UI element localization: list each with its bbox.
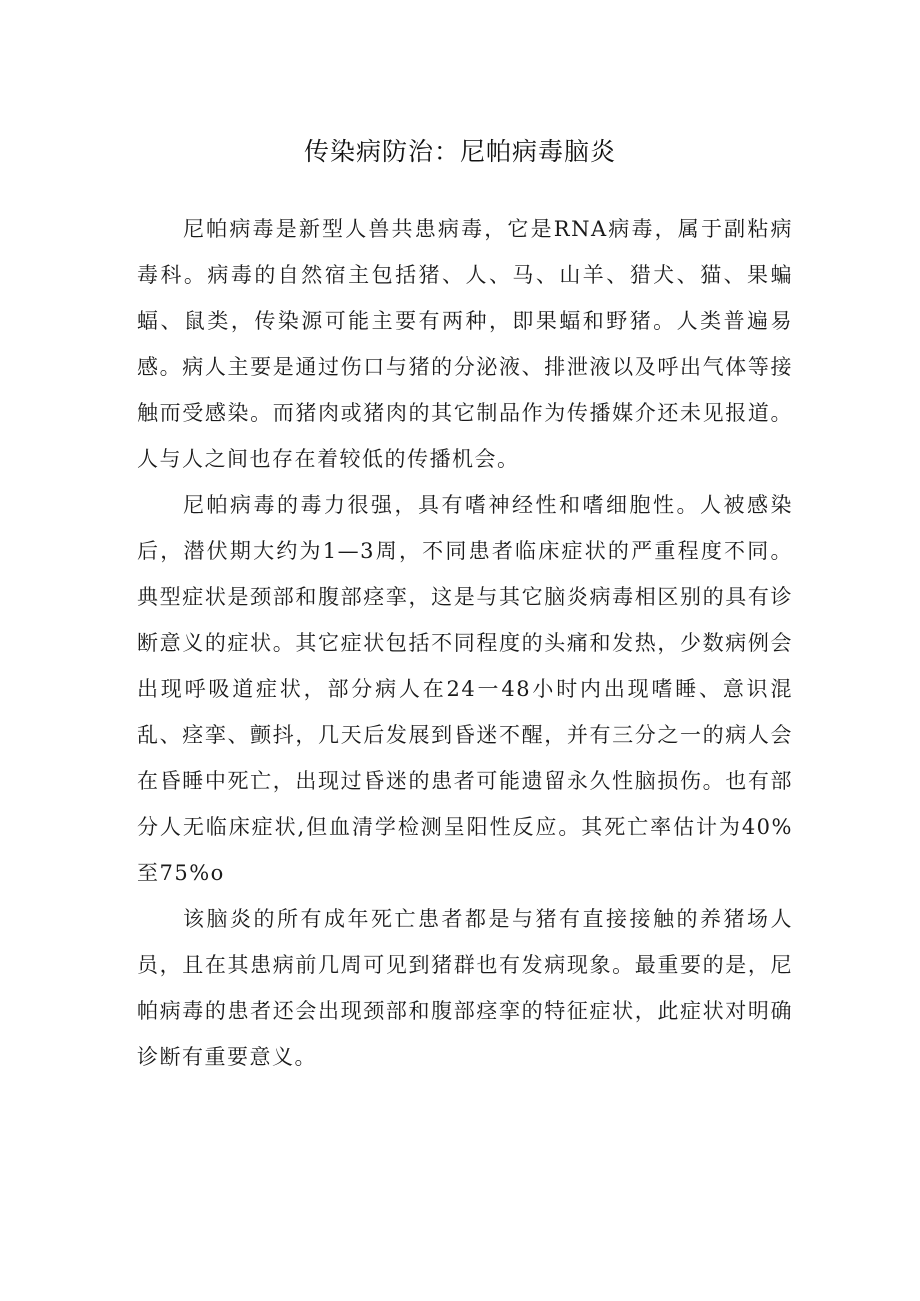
paragraph-2: 尼帕病毒的毒力很强，具有嗜神经性和嗜细胞性。人被感染后，潜伏期大约为1—3周，不同患者临床症状的严重程度不同。典型症状是颈部和腹部痉挛，这是与其它脑炎病毒相区别的具有诊断意义的症状。其它症状包括不同程度的头痛和发热，少数病例会出现呼吸道症状，部分病人在24一48小时内出现嗜睡、意识混乱、痉挛、颤抖，几天后发展到昏迷不醒，并有三分之一的病人会在昏睡中死亡，出现过昏迷的患者可能遗留永久性脑损伤。也有部分人无临床症状,但血清学检测呈阳性反应。其死亡率估计为40%至75%o — [137, 493, 793, 885]
paragraph-1: 尼帕病毒是新型人兽共患病毒，它是RNA病毒，属于副粘病毒科。病毒的自然宿主包括猪、人、马、山羊、猎犬、猫、果蝙蝠、鼠类，传染源可能主要有两种，即果蝠和野猪。人类普遍易感。病人主要是通过伤口与猪的分泌液、排泄液以及呼出气体等接触而受感染。而猪肉或猪肉的其它制品作为传播媒介还未见报道。人与人之间也存在着较低的传播机会。 — [137, 217, 793, 471]
document-body — [137, 206, 793, 1080]
document-title: 传染病防治：尼帕病毒脑炎 — [303, 137, 616, 166]
paragraph-3: 该脑炎的所有成年死亡患者都是与猪有直接接触的养猪场人员，且在其患病前几周可见到猪群也有发病现象。最重要的是，尼帕病毒的患者还会出现颈部和腹部痉挛的特征症状，此症状对明确诊断有重要意义。 — [137, 907, 793, 1069]
